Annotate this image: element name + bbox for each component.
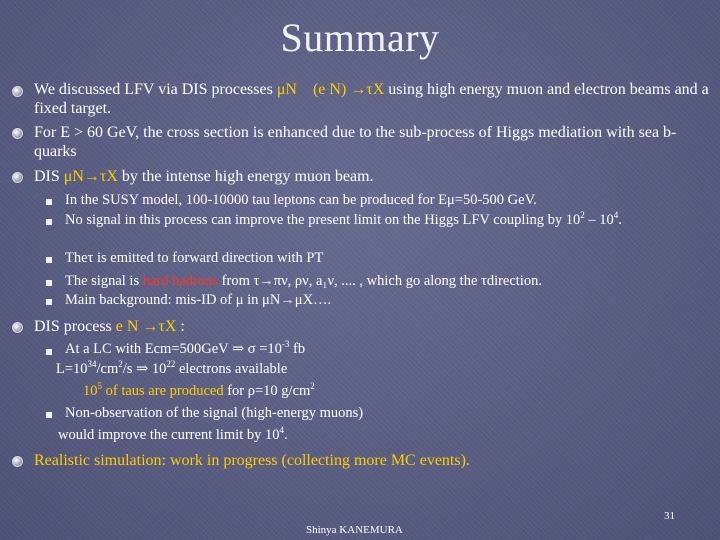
sub-bullet-text: /cm (96, 361, 119, 377)
superscript: 2 (310, 381, 315, 392)
sub-bullet-hard-hadrons (65, 273, 717, 290)
process-highlight: μN→τX (63, 168, 118, 185)
sub-bullet-icon (46, 412, 52, 418)
sub-bullet-no-signal (65, 212, 717, 229)
process-highlight: e N →τX (115, 318, 177, 335)
sub-bullet-text: fb (289, 341, 306, 357)
superscript: -3 (281, 339, 290, 350)
bullet-icon (12, 322, 23, 333)
sub-bullet-text: No signal in this process can improve the present limit on the Higgs LFV coupling by 10 (65, 212, 581, 228)
sub-bullet-text: Theτ is emitted to forward direction with PT (65, 250, 324, 266)
sub-bullet-icon (46, 257, 52, 263)
sub-bullet-text: Main background: mis-ID of μ in μN→μX…. (65, 292, 332, 308)
bullet-text: Realistic simulation: work in progress (collecting more MC events). (34, 452, 470, 469)
bullet-cross-section (34, 123, 718, 161)
sub-bullet-icon (46, 219, 52, 225)
sub-bullet-text: /s ⇒ 10 (122, 361, 167, 377)
bullet-icon (12, 172, 23, 183)
sub-bullet-icon (46, 349, 52, 355)
sub-bullet-text: would improve the current limit by 10 (58, 427, 280, 443)
bullet-dis-muon (34, 167, 718, 186)
bullet-icon (12, 128, 23, 139)
process-highlight: μN (e N) →τX (276, 81, 385, 98)
bullet-simulation (34, 451, 718, 470)
hadrons-highlight: hard hadrons (142, 273, 219, 289)
page-number: 31 (664, 510, 675, 522)
superscript: 5 (97, 381, 102, 392)
sub-bullet-text: . (618, 212, 622, 228)
sub-bullet-text: L=10 (56, 361, 88, 377)
bullet-text: For E > 60 GeV, the cross section is enhanced due to the sub-process of Higgs mediation with sea b-quarks (34, 124, 677, 160)
superscript: 4 (613, 210, 619, 221)
sub-bullet-text: The signal is (65, 273, 143, 289)
superscript: 22 (166, 359, 176, 370)
bullet-text: We discussed LFV via DIS processes (34, 81, 277, 98)
slide-title: Summary (280, 15, 440, 60)
bullet-text: DIS process (34, 318, 116, 335)
taus-highlight: of taus are produced (102, 383, 224, 399)
sub-bullet-text: Non-observation of the signal (high-energy muons) (65, 405, 364, 421)
bullet-lfv-dis (34, 80, 718, 118)
sub-bullet-text: In the SUSY model, 100-10000 tau leptons can be produced for Eμ=50-500 GeV. (65, 192, 537, 208)
bullet-text: : (176, 318, 185, 335)
sub-bullet-text: – 10 (584, 212, 614, 228)
sub-bullet-susy (65, 192, 717, 209)
lc-taus-line (83, 383, 720, 400)
superscript: 4 (279, 425, 284, 436)
lc-luminosity-line (56, 361, 708, 378)
author-name: Shinya KANEMURA (306, 524, 403, 536)
sub-bullet-forward (65, 250, 717, 267)
bullet-icon (12, 456, 23, 467)
bullet-text: by the intense high energy muon beam. (117, 168, 374, 185)
superscript: 2 (118, 359, 123, 370)
sub-bullet-text: from τ→πν, ρν, a₁ν, .... , which go along the τdirection. (218, 273, 542, 289)
sub-bullet-text: At a LC with Ecm=500GeV ⇒ σ =10 (65, 341, 282, 357)
bullet-text: using high energy muon and electron beams and a fixed target. (34, 81, 709, 117)
non-observation-line (58, 427, 710, 444)
sub-bullet-icon (46, 199, 52, 205)
sub-bullet-non-observation (65, 405, 717, 422)
bullet-icon (12, 86, 23, 97)
sub-bullet-lc (65, 341, 717, 358)
sub-bullet-text: . (284, 427, 288, 443)
sub-bullet-icon (46, 299, 52, 305)
sub-bullet-background (65, 292, 717, 309)
sub-bullet-icon (46, 280, 52, 286)
superscript: 34 (87, 359, 97, 370)
sub-bullet-text: for ρ=10 g/cm (223, 383, 311, 399)
bullet-text: DIS (34, 168, 64, 185)
bullet-dis-electron (34, 317, 718, 336)
sub-bullet-text: electrons available (175, 361, 288, 377)
superscript: 2 (580, 210, 585, 221)
taus-highlight: 10 (83, 383, 98, 399)
